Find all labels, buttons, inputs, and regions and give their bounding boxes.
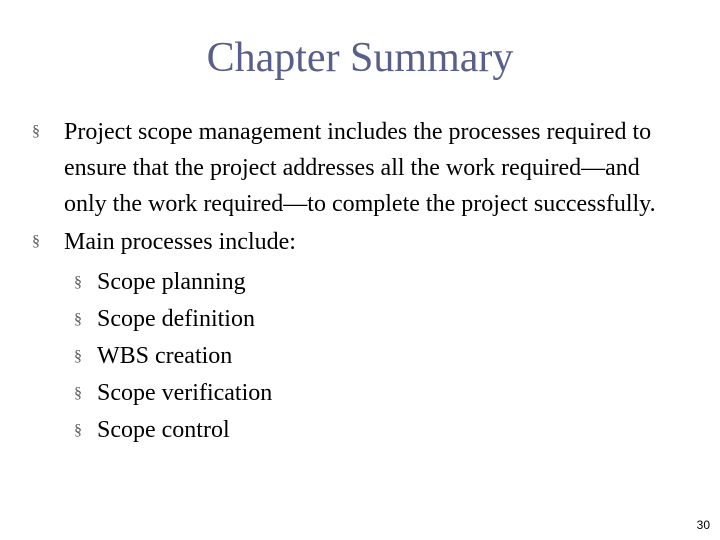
bullet-marker-icon: § — [32, 123, 40, 140]
bullet-marker-icon: § — [74, 422, 82, 439]
bullet-text: Main processes include: — [64, 229, 296, 255]
sub-bullet-text: Scope control — [97, 417, 230, 443]
bullet-item — [32, 224, 672, 260]
page-number: 30 — [696, 518, 710, 532]
sub-bullet-text: Scope definition — [97, 306, 255, 332]
bullet-marker-icon: § — [74, 385, 82, 402]
sub-bullet-list — [32, 264, 672, 449]
sub-bullet-item — [32, 264, 672, 301]
bullet-text: Project scope management includes the processes required to ensure that the project addresses all the work required—and only the work required—to complete the project successfully. — [64, 119, 656, 217]
slide-title: Chapter Summary — [206, 35, 514, 81]
sub-bullet-item — [32, 338, 672, 375]
sub-bullet-item — [32, 375, 672, 412]
sub-bullet-item — [32, 412, 672, 449]
sub-bullet-text: Scope planning — [97, 269, 246, 295]
bullet-marker-icon: § — [74, 311, 82, 328]
bullet-item — [32, 114, 672, 222]
sub-bullet-text: Scope verification — [97, 380, 273, 406]
bullet-marker-icon: § — [74, 274, 82, 291]
slide-body — [32, 114, 672, 449]
sub-bullet-text: WBS creation — [97, 343, 233, 369]
bullet-marker-icon: § — [74, 348, 82, 365]
sub-bullet-item — [32, 301, 672, 338]
bullet-marker-icon: § — [32, 233, 40, 250]
